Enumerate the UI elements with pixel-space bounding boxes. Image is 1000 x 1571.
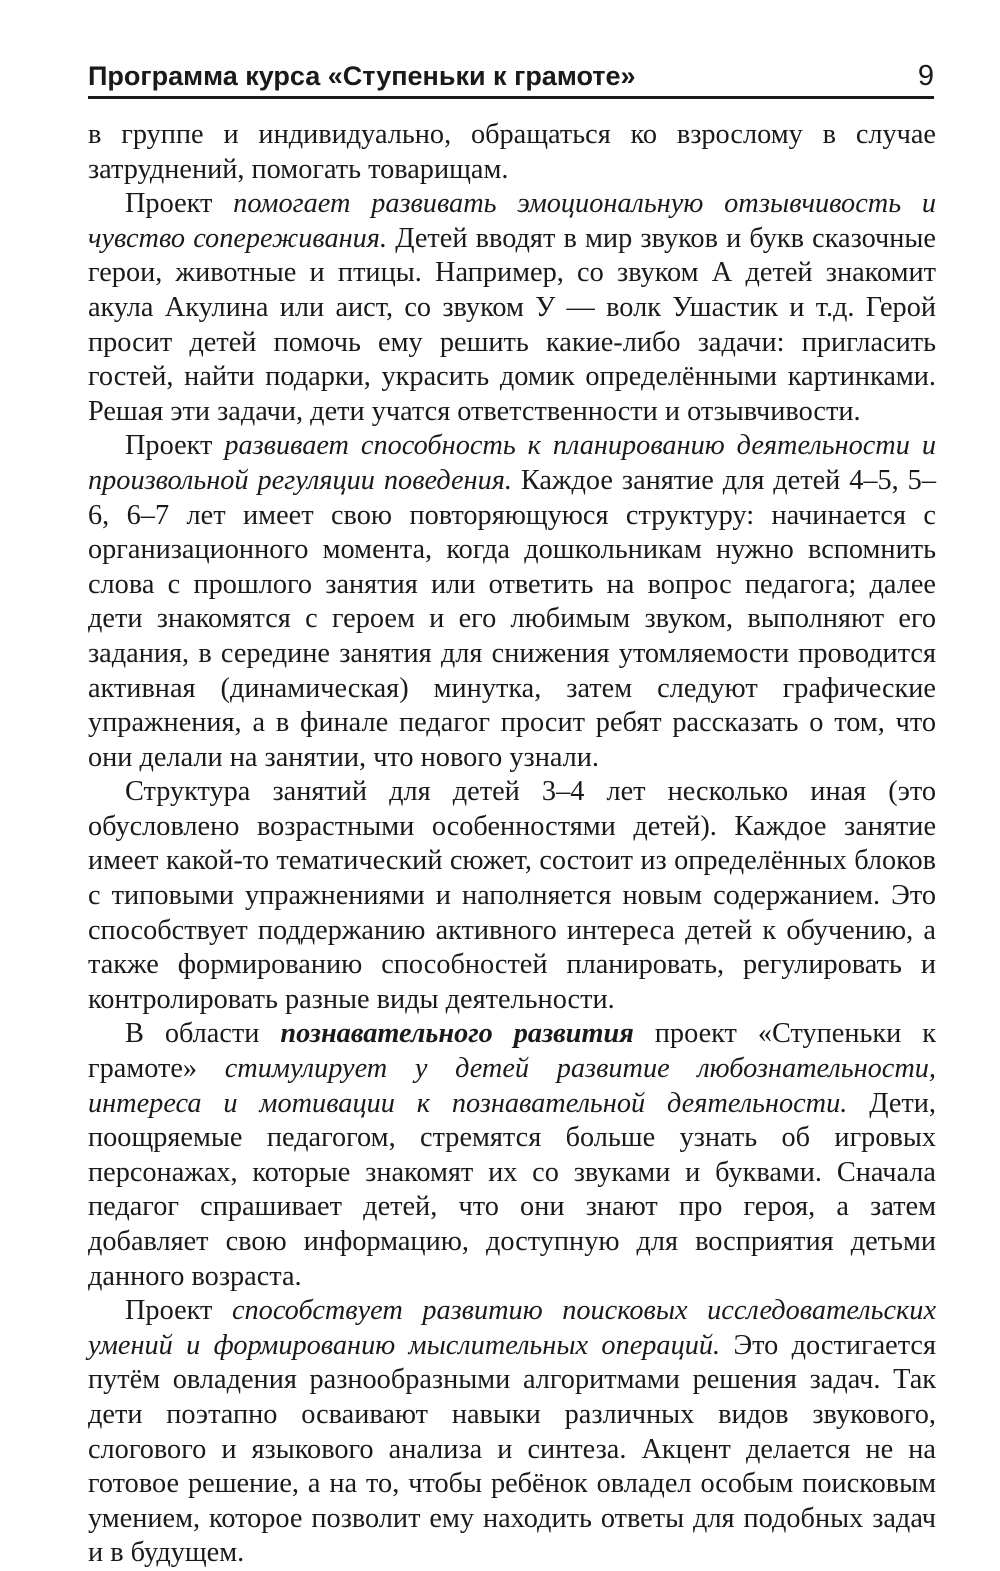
text-span: Это достигается путём овладения разнообразными алгоритмами решения задач. Так дети поэтапно осваивают навыки различных видов звукового, слогового и языкового анализа и синтеза. Акцент делается не на готовое решение, а на то, чтобы ребёнок овладел особым поисковым умением, которое позволит ему находить ответы для подобных задач и в будущем. <box>88 1329 936 1569</box>
paragraph-6 <box>88 1294 936 1571</box>
paragraph-5 <box>88 1017 936 1294</box>
text-span: Проект <box>125 430 225 462</box>
text-span: В области <box>125 1018 281 1050</box>
text-span: Каждое занятие для детей 4–5, 5–6, 6–7 лет имеет свою повторяющуюся структуру: начинается с организационного момента, когда дошкольникам нужно вспомнить слова с прошлого занятия или ответить на вопрос педагога; далее дети знакомятся с героем и его любимым звуком, выполняют его задания, в середине занятия для снижения утомляемости проводится активная (динамическая) минутка, затем следуют графические упражнения, а в финале педагог просит ребят рассказать о том, что они делали на занятии, что нового узнали. <box>88 464 936 773</box>
text-span: Структура занятий для детей 3–4 лет несколько иная (это обусловлено возрастными особенностями детей). Каждое занятие имеет какой-то тематический сюжет, состоит из определённых блоков с типовыми упражнениями и наполняется новым содержанием. Это способствует поддержанию активного интереса детей к обучению, а также формированию способностей планировать, регулировать и контролировать разные виды деятельности. <box>88 776 936 1015</box>
text-span: проект «Ступеньки к грамоте» <box>88 1018 936 1085</box>
text-span: в группе и индивидуально, обращаться ко взрослому в случае затруднений, помогать товарищам. <box>88 119 936 185</box>
italic-emphasis: помогает развивать эмоциональную отзывчивость и чувство сопереживания. <box>88 188 937 254</box>
text-span: Проект <box>125 1295 232 1327</box>
text-span: Детей вводят в мир звуков и букв сказочные герои, животные и птицы. Например, со звуком А детей знакомит акула Акулина или аист, со звуком У — волк Ушастик и т.д. Герой просит детей помочь ему решить какие-либо задачи: пригласить гостей, найти подарки, украсить домик определёнными картинками. Решая эти задачи, дети учатся ответственности и отзывчивости. <box>88 222 936 427</box>
paragraph-1 <box>88 118 936 187</box>
text-span: Дети, поощряемые педагогом, стремятся больше узнать об игровых персонажах, которые знакомят их со звуками и буквами. Сначала педагог спрашивает детей, что они знают про героя, а затем добавляет свою информацию, доступную для восприятия детьми данного возраста. <box>88 1087 936 1292</box>
body-text <box>88 118 936 1571</box>
paragraph-3 <box>88 429 936 775</box>
bold-italic-emphasis: познавательного развития <box>280 1018 634 1050</box>
italic-emphasis: развивает способность к планированию деятельности и произвольной регуляции поведения. <box>88 430 936 496</box>
running-head <box>88 56 934 99</box>
running-title: Программа курса «Ступеньки к грамоте» <box>88 61 636 91</box>
page-number: 9 <box>917 60 934 92</box>
text-span: Проект <box>125 188 234 220</box>
paragraph-4 <box>88 775 936 1017</box>
italic-emphasis: способствует развитию поисковых исследовательских умений и формированию мыслительных операций. <box>88 1295 937 1361</box>
paragraph-2 <box>88 187 936 429</box>
italic-emphasis: стимулирует у детей развитие любознательности, интереса и мотивации к познавательной деятельности. <box>88 1053 936 1119</box>
